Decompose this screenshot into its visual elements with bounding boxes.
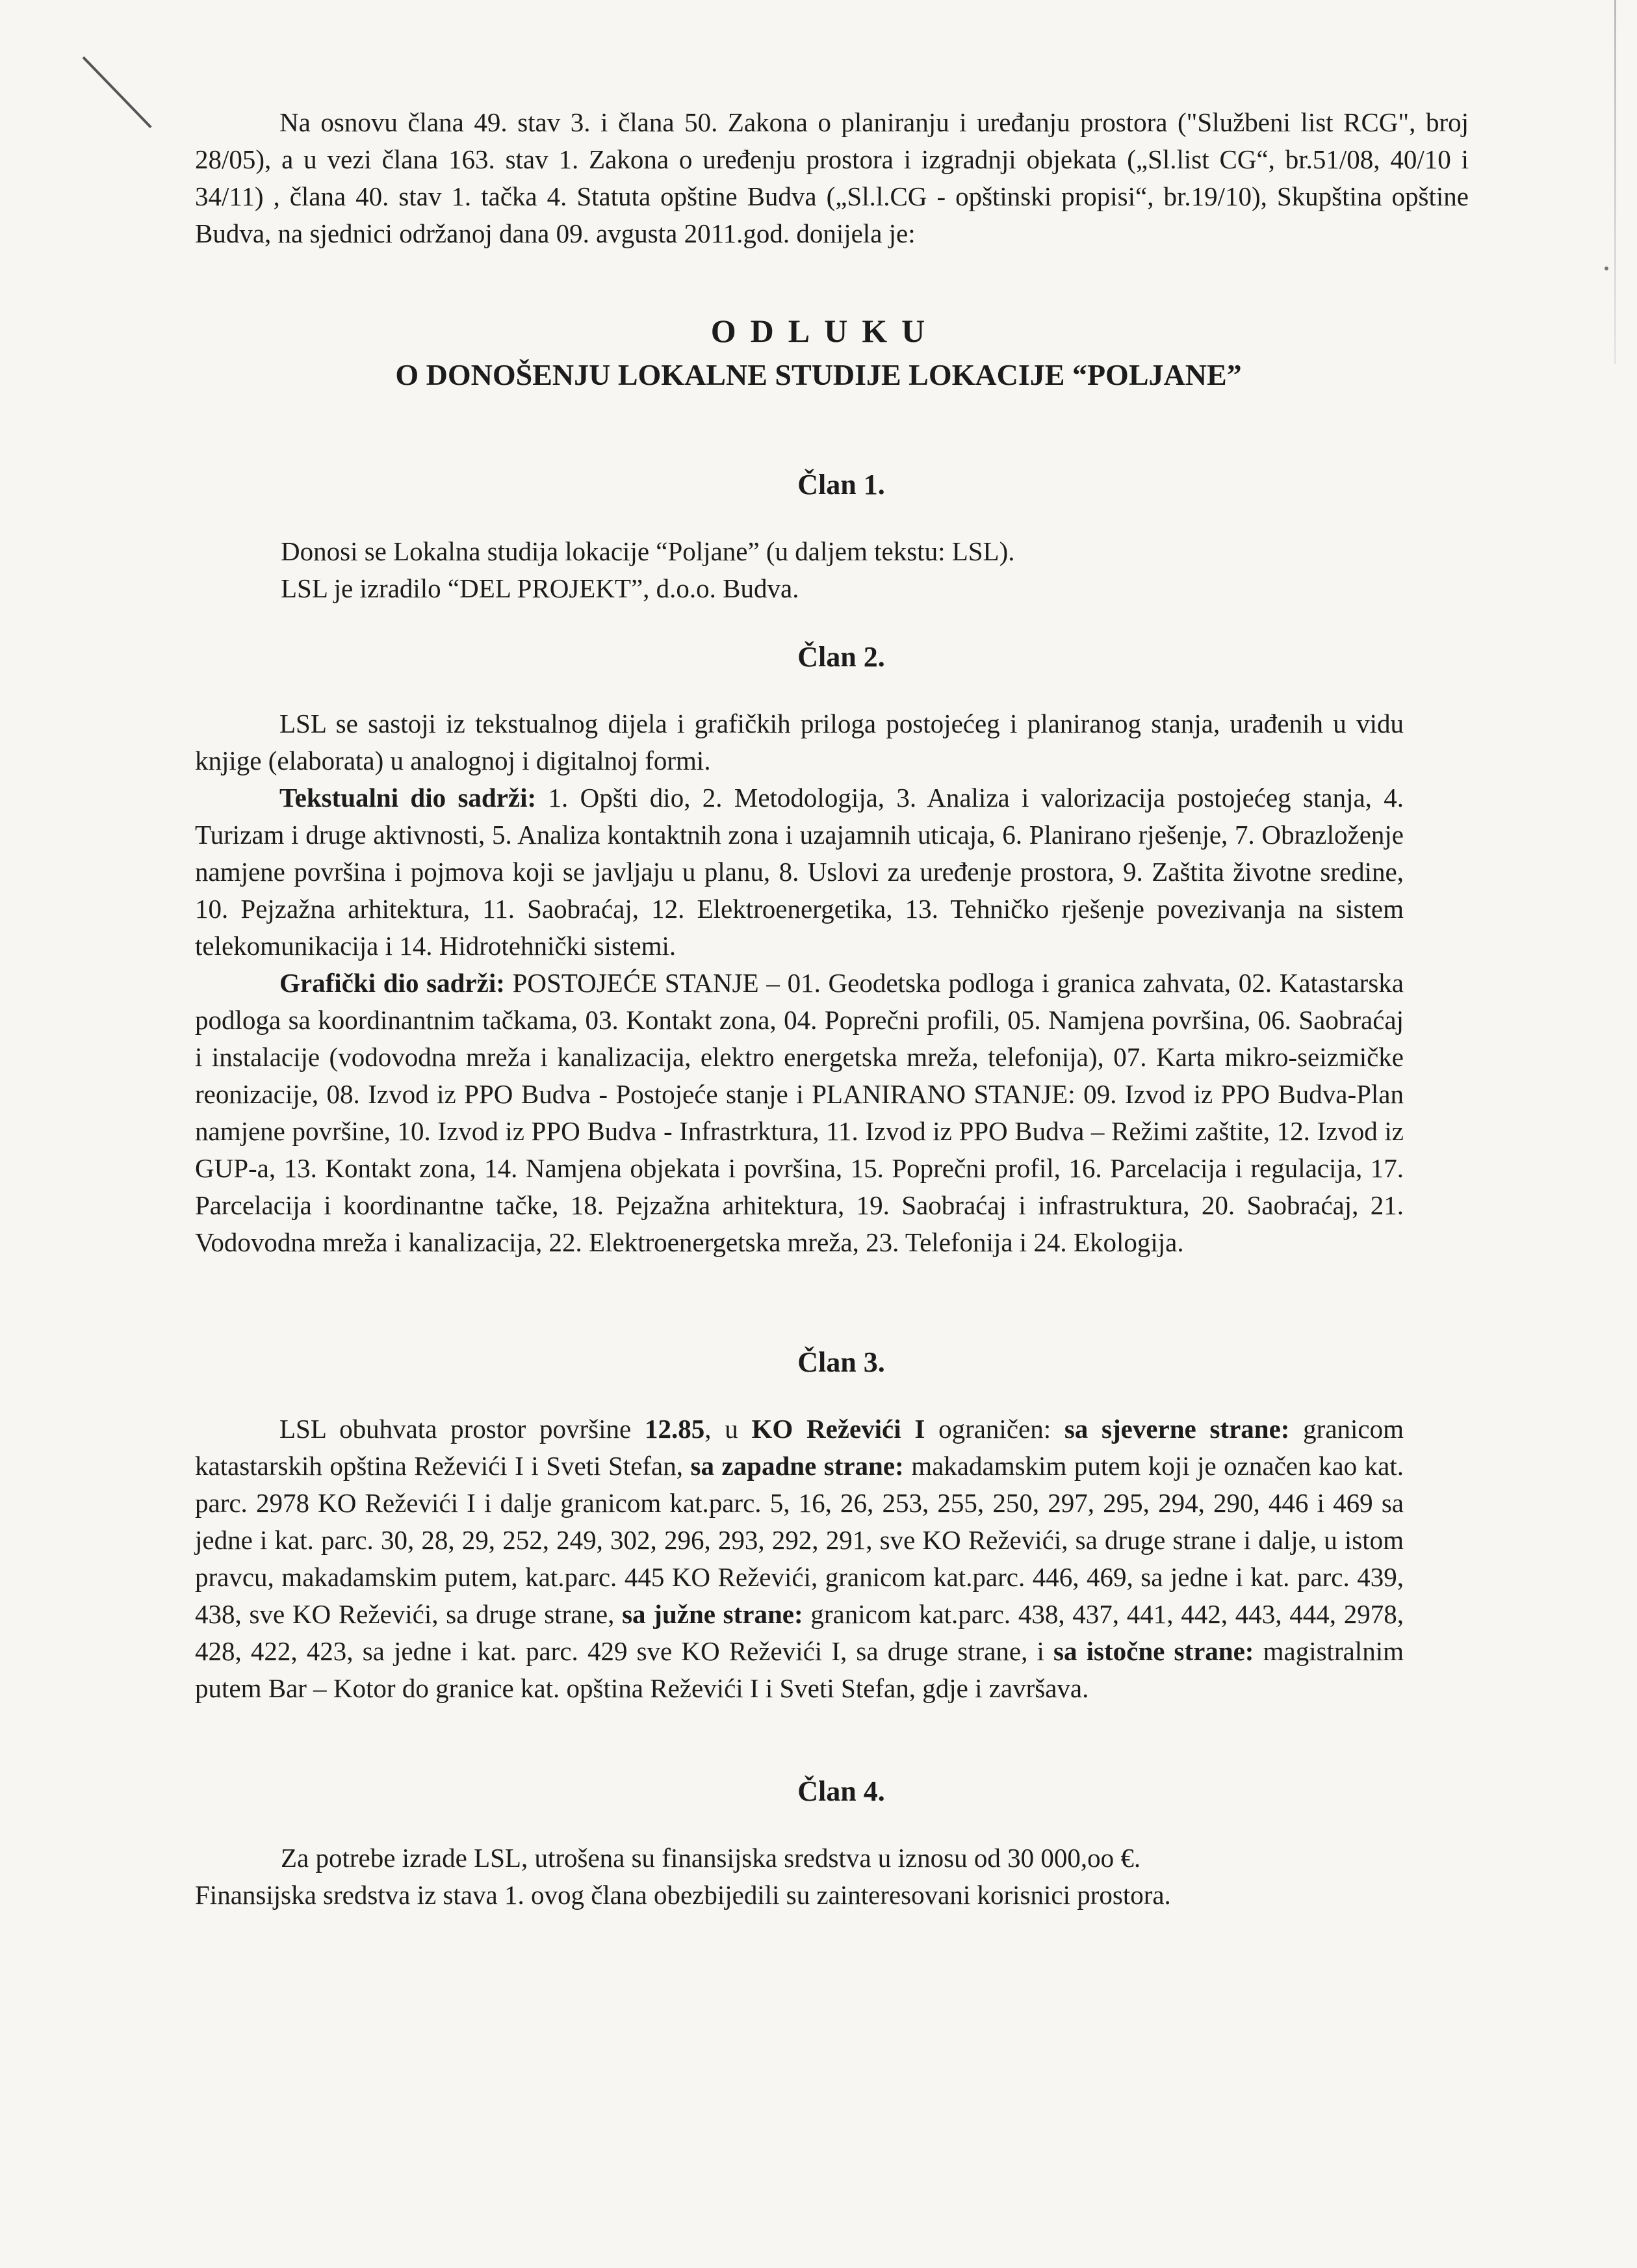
- article-1-line-1: Donosi se Lokalna studija lokacije “Poljane” (u daljem tekstu: LSL).: [281, 536, 1015, 566]
- textual-part-label: Tekstualni dio sadrži:: [279, 783, 537, 813]
- article-3-south-side-label: sa južne strane:: [622, 1599, 803, 1629]
- article-4-line-1: Za potrebe izrade LSL, utrošena su finansijska sredstva u iznosu od 30 000,oo €.: [281, 1843, 1141, 1873]
- article-2-heading: Član 2.: [797, 641, 885, 673]
- textual-part-content: 1. Opšti dio, 2. Metodologija, 3. Analiza i valorizacija postojećeg stanja, 4. Turizam i druge aktivnosti, 5. Analiza kontaktnih zona i uzajamnih uticaja, 6. Planirano rješenje, 7. Obrazloženje namjene površina i pojmova koji se javljaju u planu, 8. Uslovi za uređenje prostora, 9. Zaštita životne sredine, 10. Pejzažna arhitektura, 11. Saobraćaj, 12. Elektroenergetika, 13. Tehničko rješenje povezivanja na sistem telekomunikacija i 14. Hidrotehnički sistemi.: [195, 783, 1404, 961]
- article-3-paragraph: [195, 1411, 1404, 1707]
- article-3-text: ograničen:: [925, 1414, 1064, 1444]
- article-3-text: granicom katastarskih opština Reževići I i Sveti Stefan,: [195, 1414, 1404, 1481]
- graphic-part-label: Grafički dio sadrži:: [279, 968, 505, 998]
- preamble: Na osnovu člana 49. stav 3. i člana 50. Zakona o planiranju i uređanju prostora ("Službeni list RCG", broj 28/05), a u vezi člana 163. stav 1. Zakona o uređenju prostora i izgradnji objekata („Sl.list CG“, br.51/08, 40/10 i 34/11) , člana 40. stav 1. tačka 4. Statuta opštine Budva („Sl.l.CG - opštinski propisi“, br.19/10), Skupština opštine Budva, na sjednici održanoj dana 09. avgusta 2011.god. donijela je:: [195, 107, 1469, 248]
- article-1-heading: Član 1.: [797, 469, 885, 501]
- article-3-area: 12.85: [644, 1414, 705, 1444]
- article-3-west-side-label: sa zapadne strane:: [690, 1451, 904, 1481]
- article-3-heading: Član 3.: [797, 1346, 885, 1378]
- article-2-paragraph-3: [195, 965, 1404, 1261]
- article-2-paragraph-1: LSL se sastoji iz tekstualnog dijela i grafičkih priloga postojećeg i planiranog stanja, urađenih u vidu knjige (elaborata) u analognoj i digitalnoj formi.: [195, 709, 1404, 776]
- graphic-part-content: POSTOJEĆE STANJE – 01. Geodetska podloga i granica zahvata, 02. Katastarska podloga sa koordinantnim tačkama, 03. Kontakt zona, 04. Poprečni profili, 05. Namjena površina, 06. Saobraćaj i instalacije (vodovodna mreža i kanalizacija, elektro energetska mreža, telefonija), 07. Karta mikro-seizmičke reonizacije, 08. Izvod iz PPO Budva - Postojeće stanje i PLANIRANO STANJE: 09. Izvod iz PPO Budva-Plan namjene površine, 10. Izvod iz PPO Budva - Infrastrktura, 11. Izvod iz PPO Budva – Režimi zaštite, 12. Izvod iz GUP-a, 13. Kontakt zona, 14. Namjena objekata i površina, 15. Poprečni profil, 16. Parcelacija i regulacija, 17. Parcelacija i koordinantne tačke, 18. Pejzažna arhitektura, 19. Saobraćaj i infrastruktura, 20. Saobraćaj, 21. Vodovodna mreža i kanalizacija, 22. Elektroenergetska mreža, 23. Telefonija i 24. Ekologija.: [195, 968, 1404, 1257]
- article-1-line-2: LSL je izradilo “DEL PROJEKT”, d.o.o. Budva.: [281, 573, 799, 603]
- article-3-text: magistralnim putem Bar – Kotor do granice kat. opština Reževići I i Sveti Stefan, gdje i završava.: [195, 1636, 1404, 1703]
- article-3-cadastral-municipality: KO Reževići I: [751, 1414, 925, 1444]
- article-4-heading: Član 4.: [797, 1775, 885, 1807]
- pen-stroke-mark: [83, 57, 152, 129]
- article-3-east-side-label: sa istočne strane:: [1053, 1636, 1254, 1666]
- article-4-line-2: Finansijska sredstva iz stava 1. ovog člana obezbijedili su zainteresovani korisnici prostora.: [195, 1880, 1171, 1910]
- document-subtitle: O DONOŠENJU LOKALNE STUDIJE LOKACIJE “POLJANE”: [395, 358, 1242, 391]
- article-3-text: makadamskim putem koji je označen kao kat. parc. 2978 KO Reževići I i dalje granicom kat.parc. 5, 16, 26, 253, 255, 250, 297, 295, 294, 290, 446 i 469 sa jedne i kat. parc. 30, 28, 29, 252, 249, 302, 296, 293, 292, 291, sve KO Reževići, sa druge strane i dalje, u istom pravcu, makadamskim putem, kat.parc. 445 KO Reževići, granicom kat.parc. 446, 469, sa jedne i kat. parc. 439, 438, sve KO Reževići, sa druge strane,: [195, 1451, 1404, 1629]
- article-3-text: LSL obuhvata prostor površine: [279, 1414, 645, 1444]
- article-2-paragraph-2: [195, 779, 1404, 965]
- scan-edge-line: [1614, 0, 1616, 364]
- scan-edge-dot: [1605, 267, 1608, 270]
- article-3-text: , u: [704, 1414, 752, 1444]
- article-3-text: granicom kat.parc. 438, 437, 441, 442, 443, 444, 2978, 428, 422, 423, sa jedne i kat. parc. 429 sve KO Reževići I, sa druge strane, i: [195, 1599, 1404, 1666]
- article-3-north-side-label: sa sjeverne strane:: [1064, 1414, 1290, 1444]
- document-title: ODLUKU: [710, 313, 940, 349]
